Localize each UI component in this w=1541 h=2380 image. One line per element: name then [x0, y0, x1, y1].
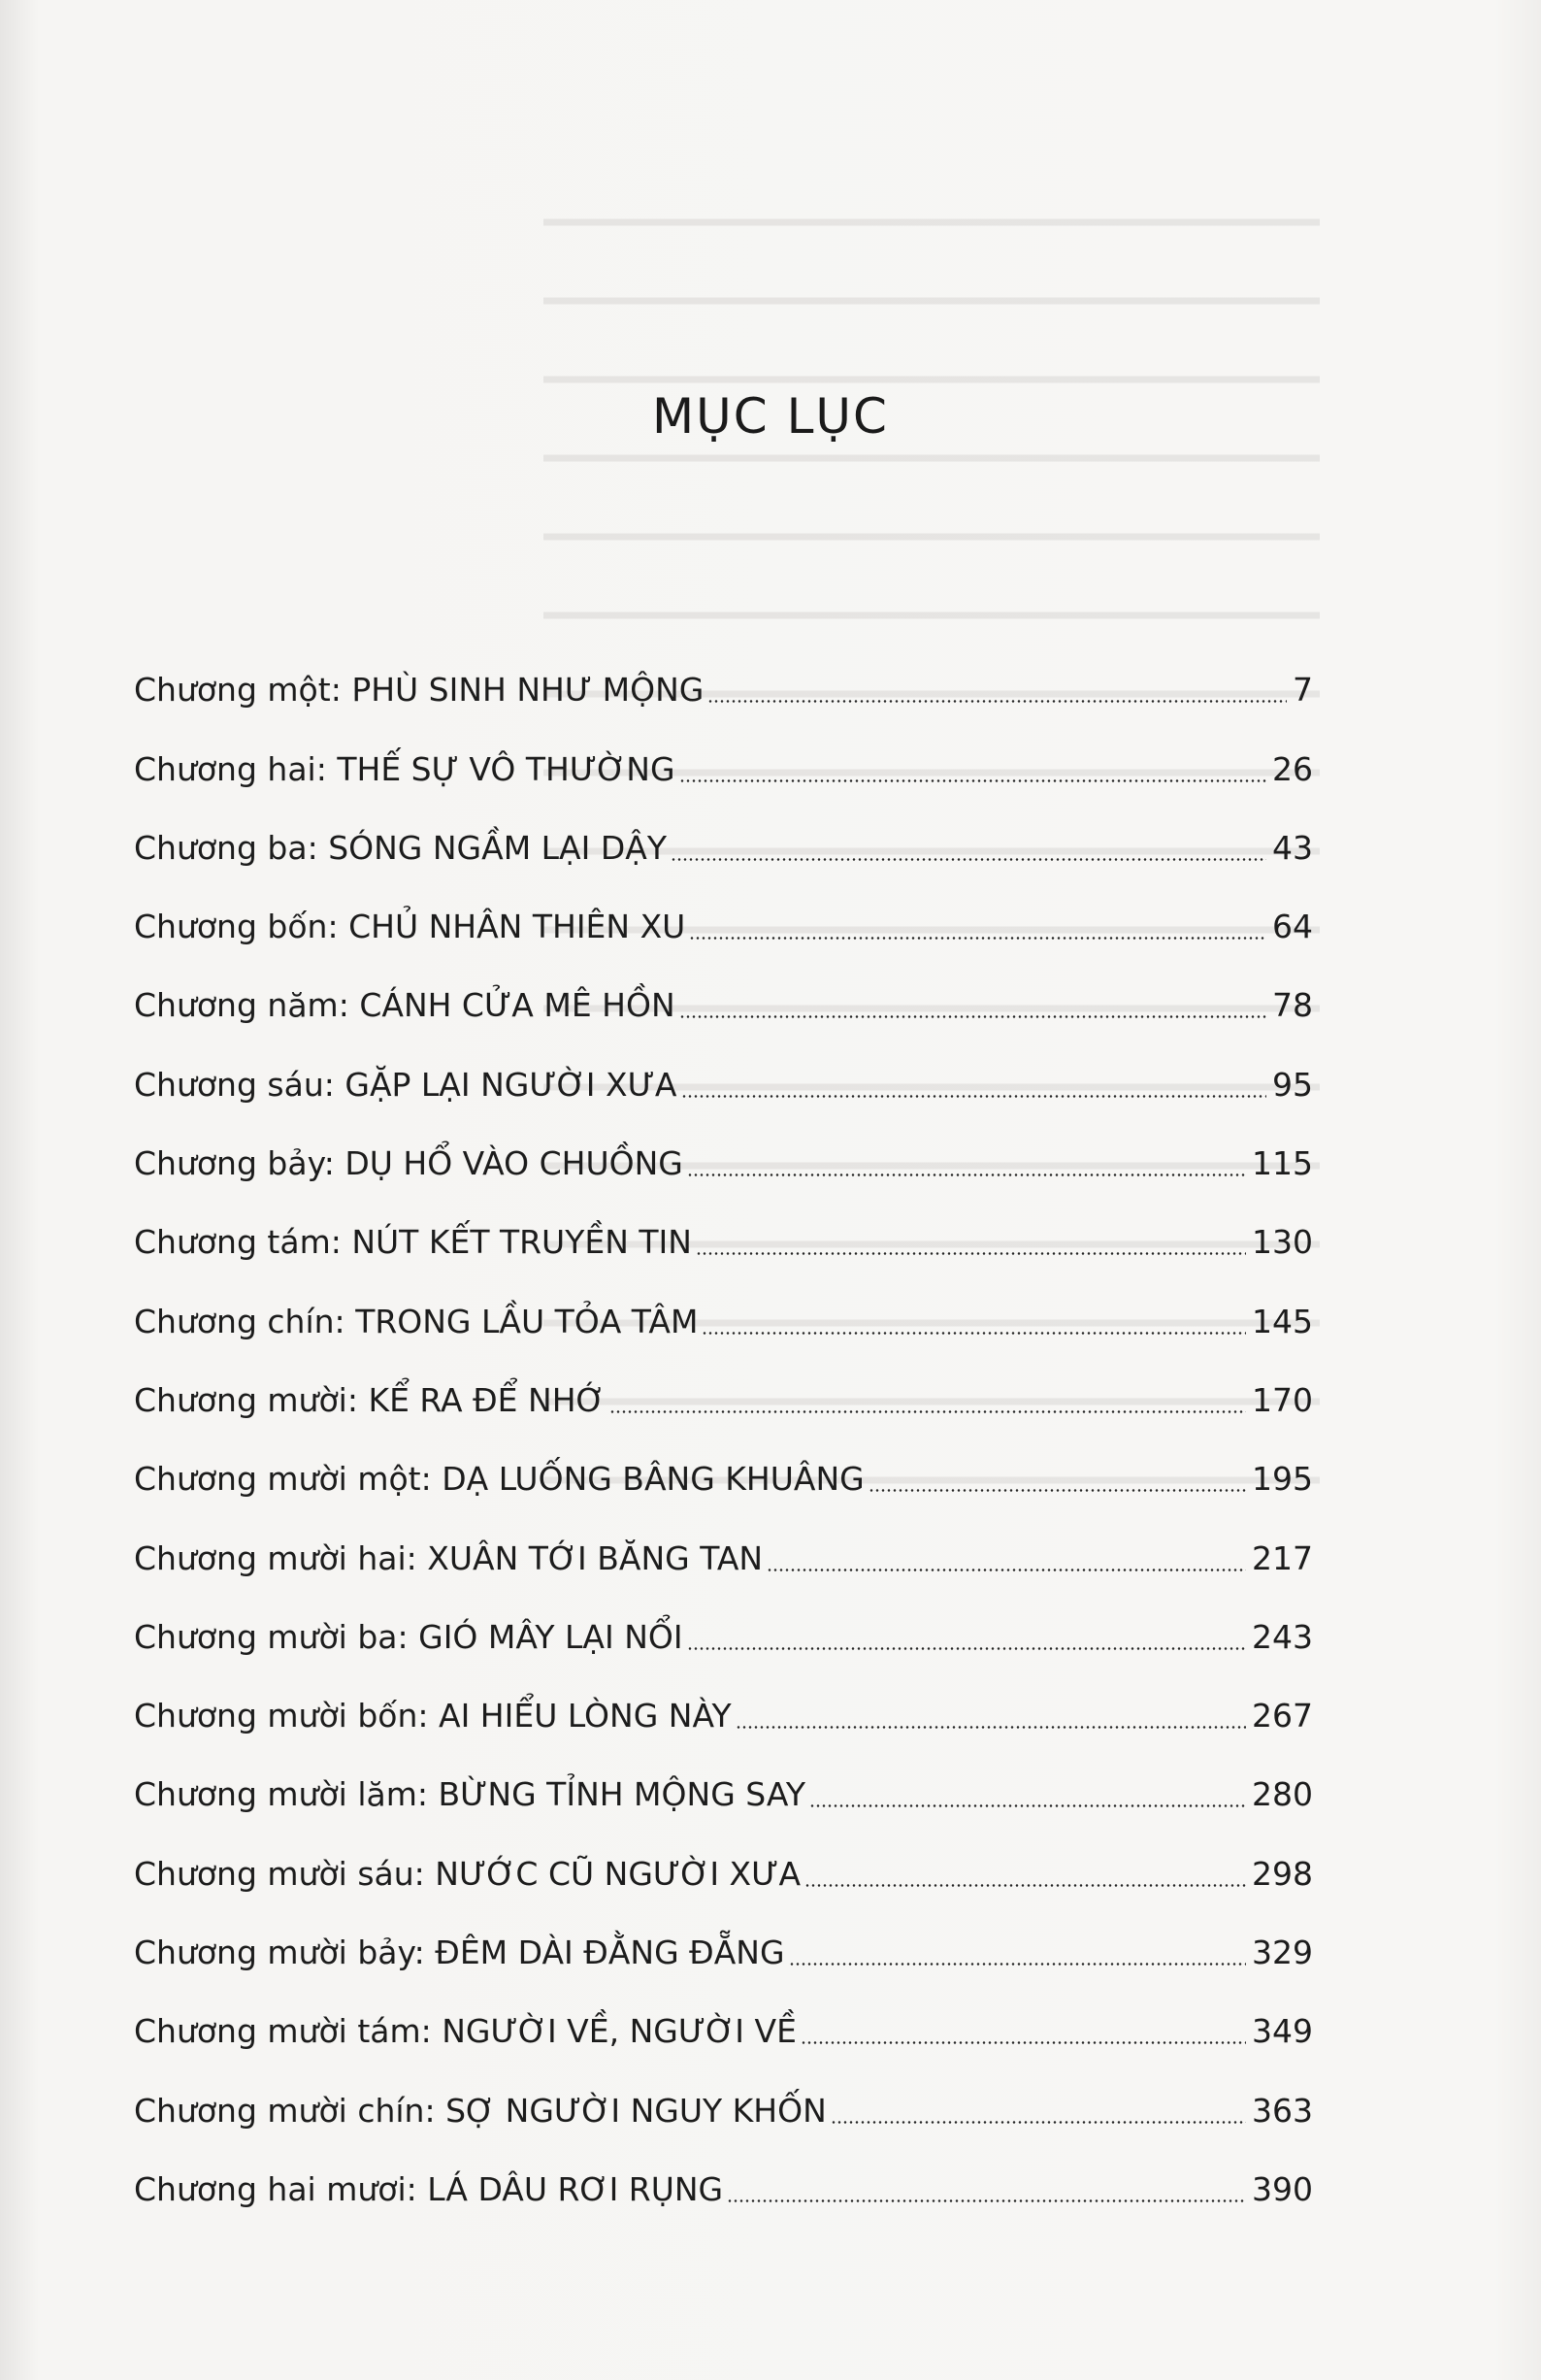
toc-entry [134, 791, 1313, 870]
dot-leader [696, 1252, 1246, 1255]
toc-entry [134, 1185, 1313, 1264]
dot-leader [831, 2121, 1246, 2124]
dot-leader [707, 700, 1287, 703]
chapter-label: Chương năm: [134, 986, 349, 1025]
dot-leader [609, 1410, 1246, 1413]
page-number: 390 [1252, 2169, 1313, 2208]
dot-leader [687, 1647, 1246, 1650]
dot-leader [687, 1173, 1246, 1176]
chapter-label: Chương bốn: [134, 908, 339, 946]
toc-entry-text [134, 2090, 827, 2132]
toc-entry [134, 633, 1313, 711]
chapter-title: BỪNG TỈNH MỘNG SAY [438, 1775, 805, 1814]
chapter-title: SỢ NGƯỜI NGUY KHỐN [445, 2091, 827, 2130]
toc-entry-text [134, 1379, 606, 1422]
chapter-label: Chương mười tám: [134, 2012, 432, 2051]
toc-entry-text [134, 2010, 797, 2053]
toc-entry [134, 1501, 1313, 1579]
toc-entry [134, 1896, 1313, 1974]
dot-leader [801, 2041, 1246, 2044]
dot-leader [671, 858, 1266, 861]
toc-entry [134, 1974, 1313, 2053]
chapter-title: GẶP LẠI NGƯỜI XƯA [344, 1065, 677, 1104]
toc-entry [134, 948, 1313, 1027]
chapter-title: NGƯỜI VỀ, NGƯỜI VỀ [442, 2012, 797, 2051]
toc-entry [134, 1737, 1313, 1816]
dot-leader [736, 1726, 1246, 1729]
chapter-label: Chương mười một: [134, 1460, 432, 1499]
page-number: 95 [1272, 1065, 1313, 1104]
dot-leader [789, 1963, 1246, 1966]
toc-entry [134, 870, 1313, 948]
chapter-label: Chương mười hai: [134, 1538, 417, 1577]
toc-entry-text [134, 748, 675, 791]
table-of-contents [134, 633, 1313, 2211]
toc-entry-text [134, 669, 704, 711]
chapter-title: ĐÊM DÀI ĐẰNG ĐẴNG [435, 1934, 785, 1972]
chapter-title: PHÙ SINH NHƯ MỘNG [351, 671, 705, 710]
chapter-title: NÚT KẾT TRUYỀN TIN [351, 1223, 692, 1262]
page-number: 64 [1272, 908, 1313, 946]
page-number: 26 [1272, 749, 1313, 788]
page-number: 349 [1252, 2012, 1313, 2051]
toc-entry-text [134, 1221, 692, 1264]
chapter-label: Chương mười lăm: [134, 1775, 428, 1814]
toc-entry-text [134, 1301, 698, 1343]
page-number: 43 [1272, 828, 1313, 867]
toc-entry [134, 711, 1313, 790]
page-number: 243 [1252, 1617, 1313, 1656]
dot-leader [767, 1569, 1246, 1571]
toc-entry [134, 1027, 1313, 1106]
chapter-title: KỂ RA ĐỂ NHỚ [368, 1380, 606, 1419]
toc-entry [134, 1816, 1313, 1895]
toc-entry [134, 1422, 1313, 1501]
toc-entry [134, 1107, 1313, 1185]
chapter-title: AI HIỂU LÒNG NÀY [439, 1697, 732, 1735]
toc-entry [134, 2132, 1313, 2211]
dot-leader [679, 1015, 1266, 1018]
toc-entry-text [134, 1932, 785, 1974]
chapter-label: Chương mười bảy: [134, 1934, 425, 1972]
dot-leader [702, 1332, 1246, 1335]
chapter-title: XUÂN TỚI BĂNG TAN [427, 1538, 764, 1577]
chapter-title: SÓNG NGẦM LẠI DẬY [328, 828, 667, 867]
toc-entry-text [134, 1064, 677, 1107]
toc-entry-text [134, 1142, 683, 1185]
toc-entry-text [134, 1773, 805, 1816]
chapter-title: DẠ LUỐNG BÂNG KHUÂNG [442, 1460, 865, 1499]
toc-entry-text [134, 1853, 801, 1896]
toc-entry-text [134, 1458, 865, 1501]
chapter-title: LÁ DÂU RƠI RỤNG [427, 2169, 724, 2208]
dot-leader [689, 937, 1266, 940]
page-number: 7 [1293, 671, 1313, 710]
page-number: 115 [1252, 1144, 1313, 1183]
chapter-label: Chương mười bốn: [134, 1697, 429, 1735]
page-number: 195 [1252, 1460, 1313, 1499]
chapter-label: Chương sáu: [134, 1065, 335, 1104]
page-number: 298 [1252, 1854, 1313, 1893]
chapter-label: Chương hai mươi: [134, 2169, 417, 2208]
chapter-title: CHỦ NHÂN THIÊN XU [348, 908, 686, 946]
chapter-title: THẾ SỰ VÔ THƯỜNG [337, 749, 675, 788]
dot-leader [681, 1095, 1266, 1098]
toc-entry [134, 1580, 1313, 1659]
page-number: 130 [1252, 1223, 1313, 1262]
toc-entry [134, 1343, 1313, 1422]
dot-leader [869, 1489, 1246, 1492]
toc-entry [134, 2053, 1313, 2132]
chapter-label: Chương mười ba: [134, 1617, 409, 1656]
page-number: 145 [1252, 1302, 1313, 1340]
page-number: 267 [1252, 1697, 1313, 1735]
chapter-label: Chương một: [134, 671, 342, 710]
toc-entry [134, 1659, 1313, 1737]
chapter-label: Chương chín: [134, 1302, 345, 1340]
chapter-label: Chương ba: [134, 828, 318, 867]
toc-entry-text [134, 1537, 763, 1580]
toc-entry [134, 1264, 1313, 1342]
toc-entry-text [134, 906, 685, 948]
dot-leader [679, 779, 1266, 782]
dot-leader [809, 1804, 1246, 1807]
page-number: 363 [1252, 2091, 1313, 2130]
dot-leader [804, 1884, 1246, 1887]
page-number: 170 [1252, 1380, 1313, 1419]
chapter-title: DỤ HỔ VÀO CHUỒNG [344, 1144, 683, 1183]
chapter-title: CÁNH CỬA MÊ HỒN [359, 986, 675, 1025]
chapter-title: NƯỚC CŨ NGƯỜI XƯA [435, 1854, 802, 1893]
toc-entry-text [134, 827, 667, 870]
chapter-label: Chương hai: [134, 749, 327, 788]
page-title: MỤC LỤC [652, 388, 889, 445]
chapter-label: Chương tám: [134, 1223, 342, 1262]
page-number: 217 [1252, 1538, 1313, 1577]
chapter-label: Chương mười: [134, 1380, 358, 1419]
chapter-label: Chương mười chín: [134, 2091, 436, 2130]
chapter-label: Chương mười sáu: [134, 1854, 425, 1893]
page-number: 280 [1252, 1775, 1313, 1814]
chapter-title: GIÓ MÂY LẠI NỔI [418, 1617, 683, 1656]
page-number: 329 [1252, 1934, 1313, 1972]
toc-entry-text [134, 984, 675, 1027]
chapter-title: TRONG LẦU TỎA TÂM [355, 1302, 699, 1340]
toc-entry-text [134, 1695, 732, 1737]
toc-entry-text [134, 1616, 683, 1659]
page-number: 78 [1272, 986, 1313, 1025]
dot-leader [727, 2199, 1246, 2202]
toc-entry-text [134, 2168, 723, 2211]
chapter-label: Chương bảy: [134, 1144, 335, 1183]
